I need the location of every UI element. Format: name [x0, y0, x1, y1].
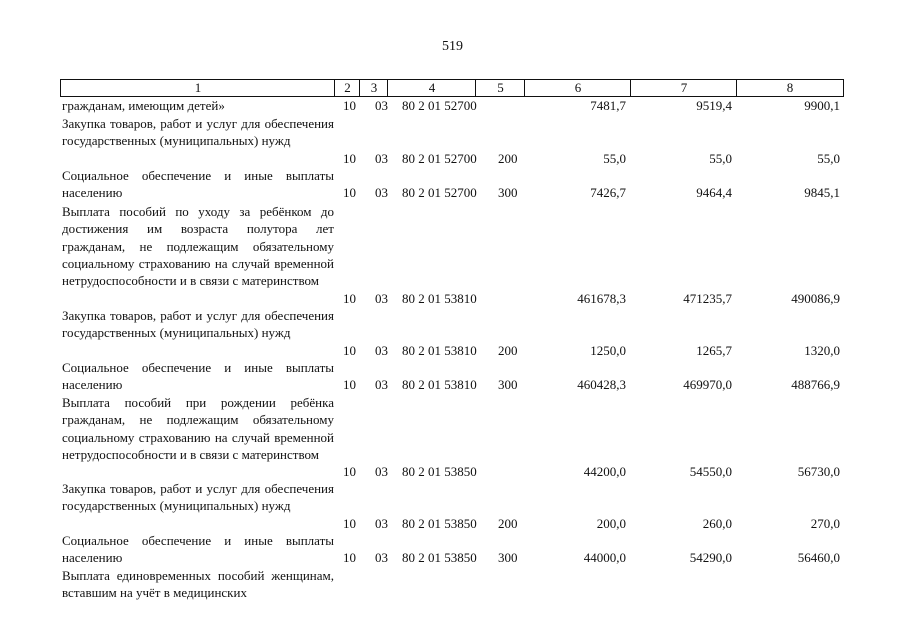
row-values	[0, 150, 905, 167]
cell-c2: 10	[343, 290, 356, 306]
table-row	[0, 480, 905, 532]
cell-c6: 44200,0	[583, 464, 626, 480]
cell-c4: 80 2 01 52700	[402, 185, 477, 201]
row-description: Выплата пособий по уходу за ребёнком до достижения им возраста полутора лет гражданам, не подлежащим обязательному социальному страхованию на случай временной нетрудоспособности и в связи с материнством	[62, 204, 334, 289]
row-description: Социальное обеспечение и иные выплаты населению	[62, 168, 334, 201]
cell-c3: 03	[375, 290, 388, 306]
row-values	[0, 97, 905, 114]
cell-c6: 460428,3	[577, 377, 626, 393]
header-cell-4: 4	[387, 79, 476, 97]
cell-c7: 469970,0	[683, 377, 732, 393]
header-cell-8: 8	[736, 79, 844, 97]
table-row	[0, 359, 905, 394]
cell-c7: 9519,4	[696, 98, 732, 113]
cell-c5: 300	[498, 377, 518, 393]
cell-c6: 461678,3	[577, 290, 626, 306]
row-values	[0, 463, 905, 480]
table-row	[0, 203, 905, 307]
cell-c3: 03	[375, 98, 388, 113]
cell-c3: 03	[375, 515, 388, 531]
cell-c2: 10	[343, 515, 356, 531]
row-description: Выплата единовременных пособий женщинам, вставшим на учёт в медицинских	[62, 568, 334, 601]
cell-c7: 54290,0	[689, 550, 732, 566]
table-row	[0, 307, 905, 359]
row-values	[0, 515, 905, 532]
row-description: Социальное обеспечение и иные выплаты населению	[62, 533, 334, 566]
cell-c3: 03	[375, 464, 388, 480]
cell-c8: 1320,0	[804, 342, 840, 358]
cell-c2: 10	[343, 150, 356, 166]
cell-c3: 03	[375, 550, 388, 566]
cell-c3: 03	[375, 377, 388, 393]
cell-c7: 260,0	[702, 515, 732, 531]
cell-c8: 488766,9	[791, 377, 840, 393]
cell-c6: 55,0	[603, 150, 626, 166]
cell-c8: 9900,1	[804, 98, 840, 113]
cell-c6: 7426,7	[590, 185, 626, 201]
cell-c4: 80 2 01 53850	[402, 464, 477, 480]
cell-c8: 55,0	[817, 150, 840, 166]
cell-c8: 56460,0	[797, 550, 840, 566]
cell-c2: 10	[343, 185, 356, 201]
cell-c7: 1265,7	[696, 342, 732, 358]
row-description: Закупка товаров, работ и услуг для обеспечения государственных (муниципальных) нужд	[62, 308, 334, 341]
cell-c2: 10	[343, 550, 356, 566]
cell-c8: 9845,1	[804, 185, 840, 201]
cell-c4: 80 2 01 52700	[402, 98, 477, 113]
cell-c8: 490086,9	[791, 290, 840, 306]
table-row	[0, 97, 905, 114]
row-description: гражданам, имеющим детей»	[62, 98, 225, 113]
row-values	[0, 549, 905, 566]
cell-c4: 80 2 01 53850	[402, 550, 477, 566]
cell-c4: 80 2 01 53810	[402, 290, 477, 306]
header-cell-7: 7	[630, 79, 737, 97]
table-row	[0, 167, 905, 202]
cell-c3: 03	[375, 185, 388, 201]
cell-c5: 300	[498, 185, 518, 201]
cell-c4: 80 2 01 52700	[402, 150, 477, 166]
header-cell-3: 3	[359, 79, 388, 97]
row-values	[0, 584, 905, 601]
cell-c3: 03	[375, 342, 388, 358]
cell-c2: 10	[343, 377, 356, 393]
cell-c6: 200,0	[596, 515, 626, 531]
cell-c5: 300	[498, 550, 518, 566]
cell-c4: 80 2 01 53810	[402, 342, 477, 358]
cell-c6: 7481,7	[590, 98, 626, 113]
cell-c2: 10	[343, 98, 356, 113]
cell-c5: 200	[498, 515, 518, 531]
header-cell-1: 1	[60, 79, 335, 97]
row-description: Социальное обеспечение и иные выплаты населению	[62, 360, 334, 393]
cell-c7: 55,0	[709, 150, 732, 166]
table-row	[0, 567, 905, 602]
cell-c7: 9464,4	[696, 185, 732, 201]
cell-c7: 54550,0	[689, 464, 732, 480]
cell-c5: 200	[498, 342, 518, 358]
page-number: 519	[442, 39, 463, 54]
row-description: Закупка товаров, работ и услуг для обеспечения государственных (муниципальных) нужд	[62, 116, 334, 149]
row-description: Закупка товаров, работ и услуг для обеспечения государственных (муниципальных) нужд	[62, 481, 334, 514]
header-cell-2: 2	[334, 79, 360, 97]
cell-c4: 80 2 01 53850	[402, 515, 477, 531]
cell-c3: 03	[375, 150, 388, 166]
cell-c5: 200	[498, 150, 518, 166]
header-cell-5: 5	[475, 79, 525, 97]
cell-c4: 80 2 01 53810	[402, 377, 477, 393]
cell-c8: 270,0	[810, 515, 840, 531]
header-cell-6: 6	[524, 79, 631, 97]
row-values	[0, 184, 905, 201]
cell-c2: 10	[343, 464, 356, 480]
cell-c6: 44000,0	[583, 550, 626, 566]
table-row	[0, 115, 905, 167]
cell-c6: 1250,0	[590, 342, 626, 358]
row-values	[0, 342, 905, 359]
row-values	[0, 290, 905, 307]
row-values	[0, 376, 905, 393]
table-row	[0, 394, 905, 481]
cell-c2: 10	[343, 342, 356, 358]
cell-c8: 56730,0	[797, 464, 840, 480]
row-description: Выплата пособий при рождении ребёнка гражданам, не подлежащим обязательному социальному страхованию на случай временной нетрудоспособности и в связи с материнством	[62, 395, 334, 462]
table-row	[0, 532, 905, 567]
cell-c7: 471235,7	[683, 290, 732, 306]
